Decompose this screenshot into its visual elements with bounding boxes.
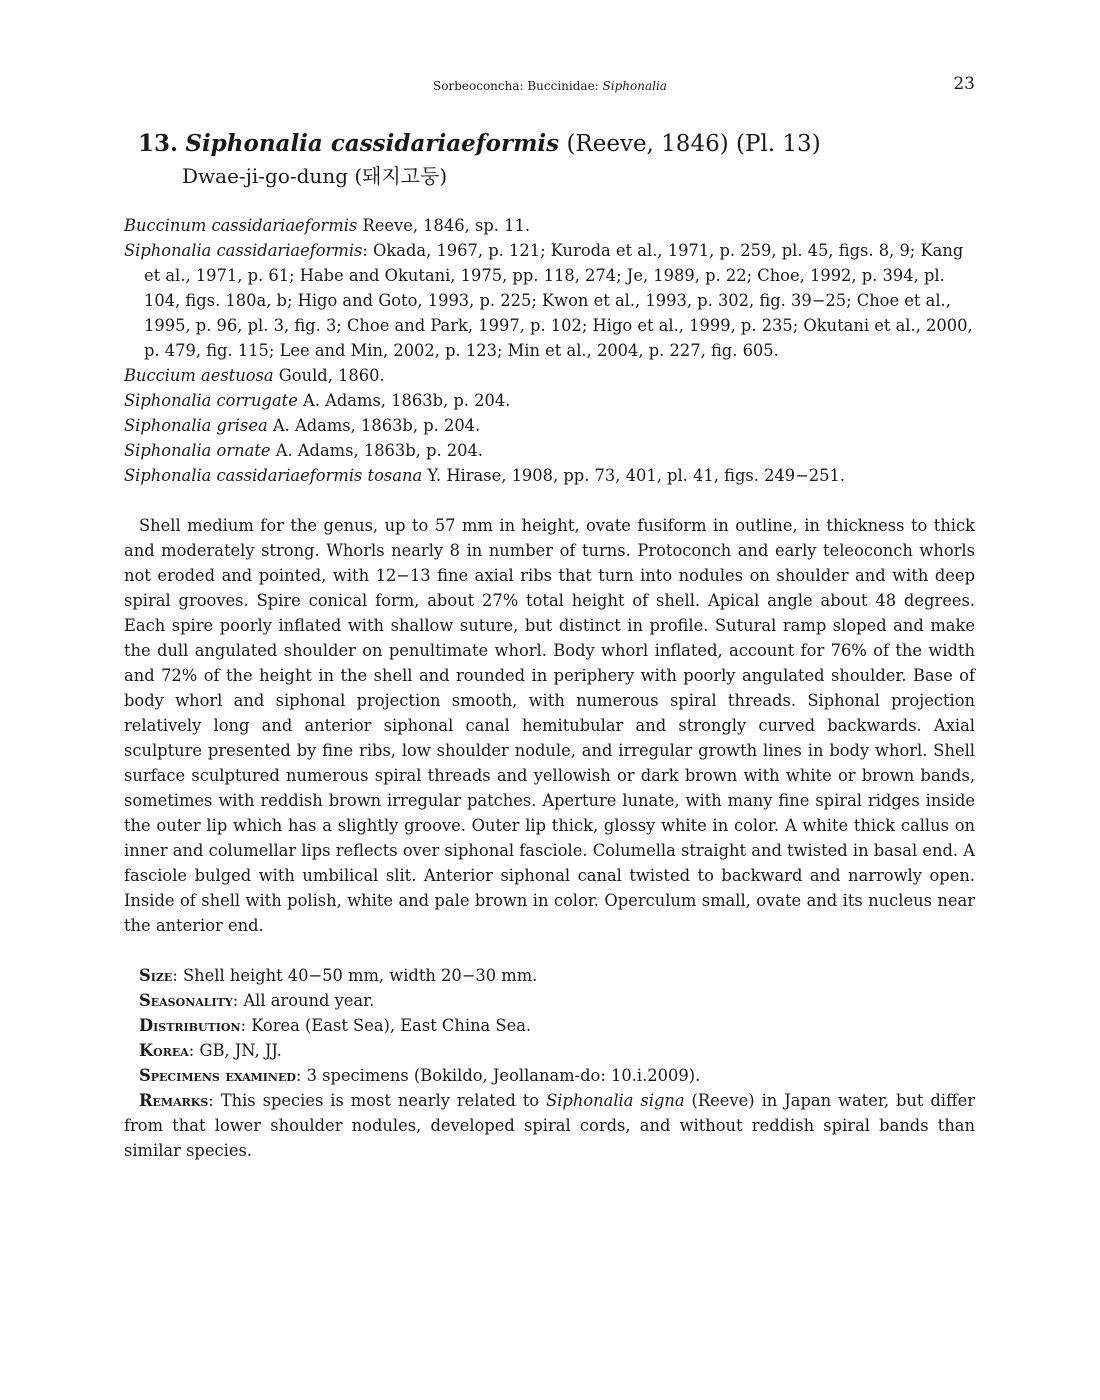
entry-species-name: Siphonalia cassidariaeformis xyxy=(185,130,560,157)
running-head xyxy=(0,78,1100,94)
synonym-entry xyxy=(124,388,975,413)
fact-text: : All around year. xyxy=(232,991,375,1010)
synonym-entry xyxy=(124,413,975,438)
running-head-prefix: Sorbeoconcha: Buccinidae: xyxy=(433,79,603,93)
page-number: 23 xyxy=(953,74,975,94)
fact-label: Specimens examined xyxy=(139,1066,296,1085)
synonym-entry xyxy=(124,238,975,363)
species-facts xyxy=(124,963,975,1163)
fact-label: Seasonality xyxy=(139,991,233,1010)
synonym-name: Siphonalia cassidariaeformis xyxy=(124,241,363,260)
synonym-reference: A. Adams, 1863b, p. 204. xyxy=(270,441,484,460)
korea-fact xyxy=(124,1038,975,1063)
seasonality-fact xyxy=(124,988,975,1013)
synonym-reference: A. Adams, 1863b, p. 204. xyxy=(267,416,481,435)
fact-label: Distribution xyxy=(139,1016,241,1035)
entry-authority: (Reeve, 1846) (Pl. 13) xyxy=(566,131,821,157)
synonym-reference: : Okada, 1967, p. 121; Kuroda et al., 1971, p. 259, pl. 45, figs. 8, 9; Kang et al., 1971, p. 61; Habe and Okutani, 1975, pp. 118, 274; Je, 1989, p. 22; Choe, 1992, p. 394, pl. 104, figs. 180a, b; Higo and Goto, 1993, p. 225; Kwon et al., 1993, p. 302, fig. 39−25; Choe et al., 1995, p. 96, pl. 3, fig. 3; Choe and Park, 1997, p. 102; Higo et al., 1999, p. 235; Okutani et al., 2000, p. 479, fig. 115; Lee and Min, 2002, p. 123; Min et al., 2004, p. 227, fig. 605. xyxy=(144,241,973,360)
fact-label: Korea xyxy=(139,1041,189,1060)
synonym-name: Siphonalia corrugate xyxy=(124,391,298,410)
fact-text: : Shell height 40−50 mm, width 20−30 mm. xyxy=(172,966,538,985)
synonym-name: Buccium aestuosa xyxy=(124,366,274,385)
fact-label: Size xyxy=(139,966,173,985)
entry-number: 13. xyxy=(138,130,179,157)
synonym-name: Buccinum cassidariaeformis xyxy=(124,216,358,235)
fact-text: : This species is most nearly related to xyxy=(208,1091,547,1110)
synonym-name: Siphonalia grisea xyxy=(124,416,268,435)
remarks-fact xyxy=(124,1088,975,1163)
synonym-reference: A. Adams, 1863b, p. 204. xyxy=(297,391,511,410)
fact-text: : Korea (East Sea), East China Sea. xyxy=(240,1016,532,1035)
synonym-entry xyxy=(124,438,975,463)
synonymy-list xyxy=(124,213,975,488)
synonym-name: Siphonalia cassidariaeformis tosana xyxy=(124,466,423,485)
synonym-reference: Reeve, 1846, sp. 11. xyxy=(357,216,530,235)
running-head-genus: Siphonalia xyxy=(602,79,667,93)
distribution-fact xyxy=(124,1013,975,1038)
remarks-species-name: Siphonalia signa xyxy=(546,1091,685,1110)
synonym-entry xyxy=(124,213,975,238)
specimens-fact xyxy=(124,1063,975,1088)
synonym-entry xyxy=(124,363,975,388)
size-fact xyxy=(124,963,975,988)
fact-label: Remarks xyxy=(139,1091,209,1110)
synonym-reference: Y. Hirase, 1908, pp. 73, 401, pl. 41, figs. 249−251. xyxy=(422,466,846,485)
fact-text: : 3 specimens (Bokildo, Jeollanam-do: 10.i.2009). xyxy=(295,1066,701,1085)
synonym-reference: Gould, 1860. xyxy=(273,366,385,385)
synonym-entry xyxy=(124,463,975,488)
synonym-name: Siphonalia ornate xyxy=(124,441,271,460)
korean-common-name: Dwae-ji-go-dung (돼지고둥) xyxy=(182,164,448,188)
entry-title xyxy=(138,128,821,160)
shell-description: Shell medium for the genus, up to 57 mm in height, ovate fusiform in outline, in thickness to thick and moderately strong. Whorls nearly 8 in number of turns. Protoconch and early teleoconch whorls not eroded and pointed, with 12−13 fine axial ribs that turn into nodules on shoulder and with deep spiral grooves. Spire conical form, about 27% total height of shell. Apical angle about 48 degrees. Each spire poorly inflated with shallow suture, but distinct in profile. Sutural ramp sloped and make the dull angulated shoulder on penultimate whorl. Body whorl inflated, account for 76% of the width and 72% of the height in the shell and rounded in periphery with poorly angulated shoulder. Base of body whorl and siphonal projection smooth, with numerous spiral threads. Siphonal projection relatively long and anterior siphonal canal hemitubular and strongly curved backwards. Axial sculpture presented by fine ribs, low shoulder nodule, and irregular growth lines in body whorl. Shell surface sculptured numerous spiral threads and yellowish or dark brown with white or brown bands, sometimes with reddish brown irregular patches. Aperture lunate, with many fine spiral ridges inside the outer lip which has a slightly groove. Outer lip thick, glossy white in color. A white thick callus on inner and columellar lips reflects over siphonal fasciole. Columella straight and twisted in basal end. A fasciole bulged with umbilical slit. Anterior siphonal canal twisted to backward and narrowly open. Inside of shell with polish, white and pale brown in color. Operculum small, ovate and its nucleus near the anterior end. xyxy=(124,516,975,935)
fact-text: (Reeve) in Japan water, but differ from that lower shoulder nodules, developed spiral cords, and without reddish spiral bands than similar species. xyxy=(124,1091,975,1160)
fact-text: : GB, JN, JJ. xyxy=(188,1041,282,1060)
